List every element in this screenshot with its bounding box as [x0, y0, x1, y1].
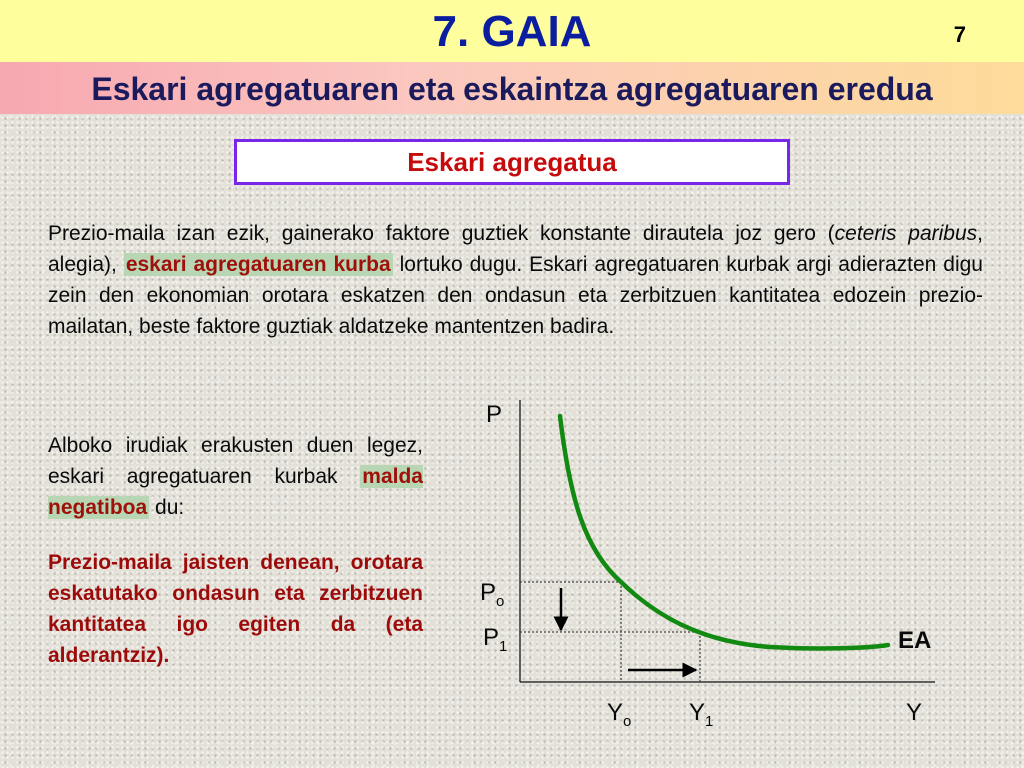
title-bar [0, 0, 1024, 62]
demand-curve-diagram [470, 390, 950, 740]
left-highlight: malda negatiboa [48, 465, 423, 519]
p0-label: $P_o$ [480, 579, 505, 610]
left-bold-paragraph: Prezio-maila jaisten denean, orotara eskatutako ondasun eta zerbitzuen kantitatea igo egiten da (eta alderantziz). [48, 551, 423, 667]
subtitle: Eskari agregatuaren eta eskaintza agregatuaren eredua [91, 71, 933, 107]
left-text-1: Alboko irudiak erakusten duen legez, eskari agregatuaren kurbak [48, 434, 423, 488]
y-axis-label: P [486, 401, 503, 428]
y1-label: $Y_1$ [689, 699, 714, 730]
intro-text-1: Prezio-maila izan ezik, gainerako faktore guztiek konstante dirautela joz gero ( [48, 222, 835, 245]
subtitle-bar [0, 62, 1024, 114]
intro-italic: ceteris paribus [834, 222, 978, 245]
curve-label-ea: EA [898, 627, 932, 654]
page-title: 7. GAIA [432, 7, 592, 56]
intro-highlight: eskari agregatuaren kurba [125, 253, 391, 276]
x-axis-label: Y [906, 699, 923, 726]
page-number: 7 [953, 22, 966, 47]
left-paragraph [48, 430, 423, 523]
p1-label: $P_1$ [483, 624, 508, 655]
demand-curve [560, 416, 888, 648]
left-text-2: du: [149, 496, 185, 519]
intro-paragraph [48, 218, 983, 342]
y0-label: $Y_o$ [607, 699, 632, 730]
section-title: Eskari agregatua [407, 147, 617, 177]
section-title-box [234, 139, 790, 185]
intro-text-2: , alegia), [48, 222, 983, 276]
intro-text-3: lortuko dugu. Eskari agregatuaren kurbak argi adierazten digu zein den ekonomian orotara eskatzen den ondasun eta zerbitzuen kantitatea edozein prezio-mailatan, beste faktore guztiak aldatzeke mantentzen badira. [48, 253, 983, 338]
